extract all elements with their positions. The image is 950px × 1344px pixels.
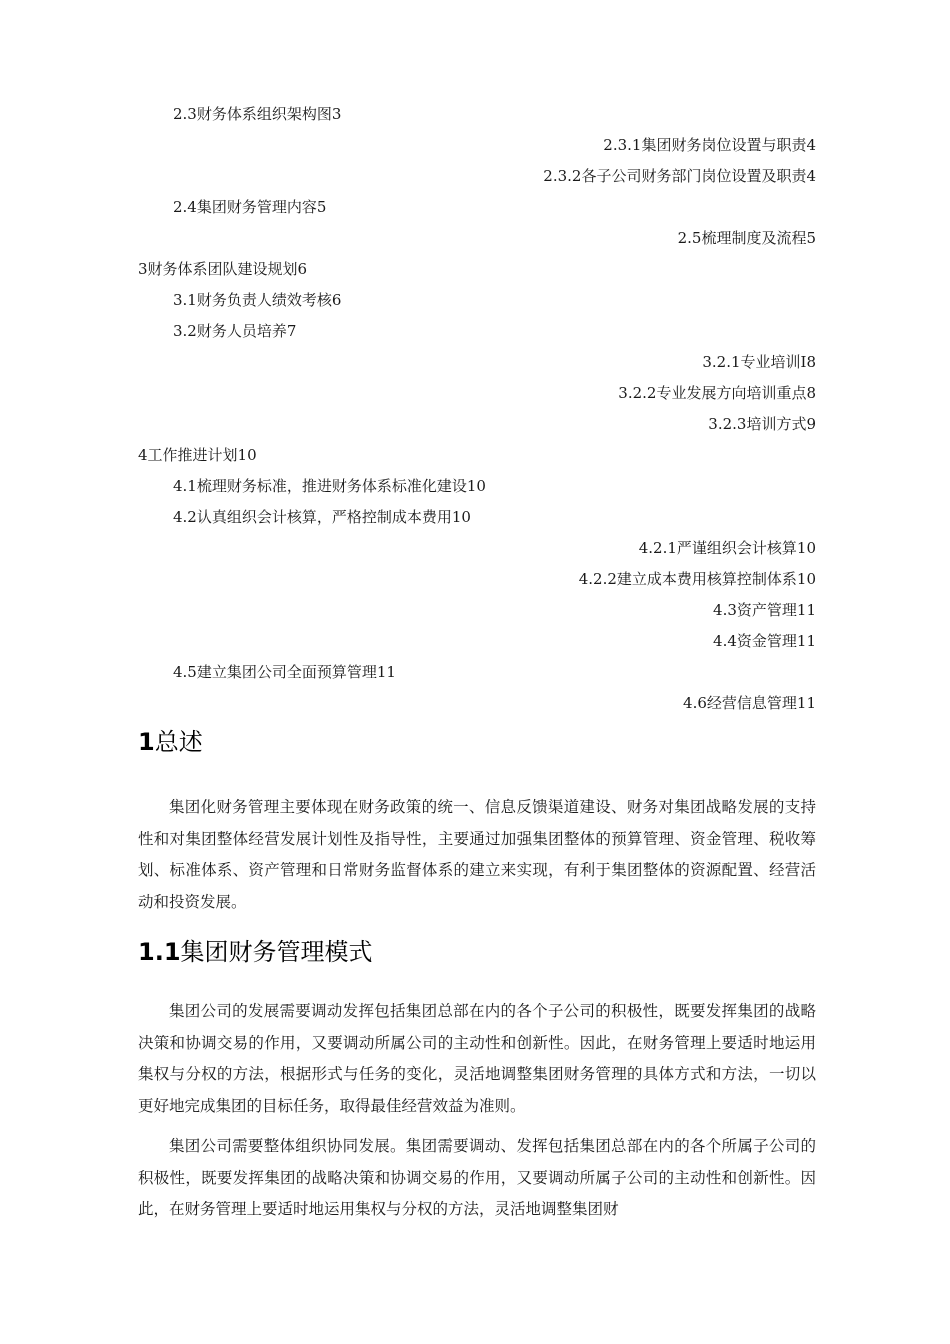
- toc-entry[interactable]: 4.2.2建立成本费用核算控制体系10: [578, 570, 816, 588]
- toc-entry[interactable]: 4.6经营信息管理11: [683, 694, 816, 712]
- section-heading-1-1: 1.1集团财务管理模式: [138, 938, 373, 966]
- toc-entry[interactable]: 3.1财务负责人绩效考核6: [173, 291, 342, 309]
- table-of-contents: [138, 101, 816, 721]
- toc-entry[interactable]: 4.4资金管理11: [713, 632, 816, 650]
- toc-entry[interactable]: 2.3.2各子公司财务部门岗位设置及职责4: [543, 167, 816, 185]
- toc-entry[interactable]: 3.2.3培训方式9: [708, 415, 816, 433]
- toc-entry[interactable]: 2.5梳理制度及流程5: [677, 229, 816, 247]
- toc-entry[interactable]: 3.2财务人员培养7: [173, 322, 297, 340]
- document-body: [138, 722, 816, 1226]
- toc-entry[interactable]: 3.2.2专业发展方向培训重点8: [618, 384, 816, 402]
- toc-entry[interactable]: 2.3财务体系组织架构图3: [173, 105, 342, 123]
- toc-entry[interactable]: 4工作推进计划10: [138, 446, 257, 464]
- toc-entry[interactable]: 4.3资产管理11: [713, 601, 816, 619]
- section-1-1-paragraph-1: 集团公司的发展需要调动发挥包括集团总部在内的各个子公司的积极性，既要发挥集团的战略决策和协调交易的作用，又要调动所属公司的主动性和创新性。因此，在财务管理上要适时地运用集权与分权的方法，根据形式与任务的变化，灵活地调整集团财务管理的具体方式和方法，一切以更好地完成集团的目标任务，取得最佳经营效益为准则。: [138, 1002, 816, 1115]
- toc-entry[interactable]: 3.2.1专业培训I8: [702, 353, 816, 371]
- toc-entry[interactable]: 4.1梳理财务标准，推进财务体系标准化建设10: [173, 477, 486, 495]
- toc-entry[interactable]: 2.4集团财务管理内容5: [173, 198, 327, 216]
- section-1-paragraph: 集团化财务管理主要体现在财务政策的统一、信息反馈渠道建设、财务对集团战略发展的支持性和对集团整体经营发展计划性及指导性，主要通过加强集团整体的预算管理、资金管理、税收筹划、标准体系、资产管理和日常财务监督体系的建立来实现，有利于集团整体的资源配置、经营活动和投资发展。: [138, 798, 816, 911]
- section-heading-1: 1总述: [138, 728, 203, 756]
- toc-entry[interactable]: 4.2认真组织会计核算，严格控制成本费用10: [173, 508, 471, 526]
- toc-entry[interactable]: 3财务体系团队建设规划6: [138, 260, 308, 278]
- toc-entry[interactable]: 4.5建立集团公司全面预算管理11: [173, 663, 396, 681]
- toc-entry[interactable]: 4.2.1严谨组织会计核算10: [638, 539, 816, 557]
- section-1-1-paragraph-2: 集团公司需要整体组织协同发展。集团需要调动、发挥包括集团总部在内的各个所属子公司的积极性，既要发挥集团的战略决策和协调交易的作用，又要调动所属子公司的主动性和创新性。因此，在财务管理上要适时地运用集权与分权的方法，灵活地调整集团财: [138, 1137, 816, 1218]
- toc-entry[interactable]: 2.3.1集团财务岗位设置与职责4: [603, 136, 816, 154]
